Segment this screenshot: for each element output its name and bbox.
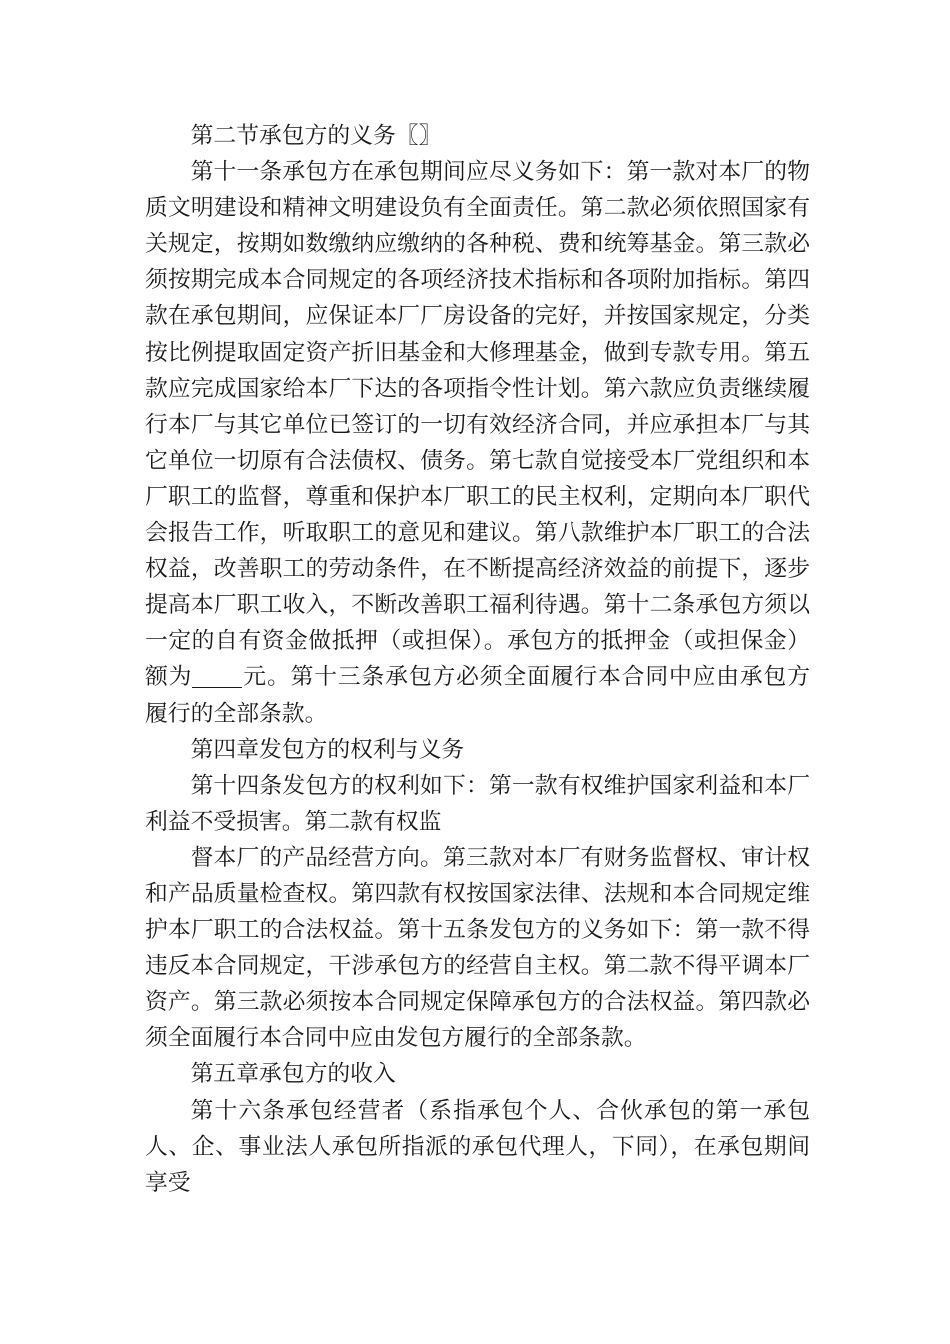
chapter-4-heading: 第四章发包方的权利与义务 (190, 736, 465, 763)
deposit-amount-blank (192, 664, 242, 688)
article-13-text: 元。第十三条承包方必须全面履行本合同中应由承包方履行的全部条款。 (145, 664, 811, 727)
article-14-continued-paragraph: 督本厂的产品经营方向。第三款对本厂有财务监督权、审计权和产品质量检查权。第四款有权按国家法律、法规和本合同规定维护本厂职工的合法权益。第十五条发包方的义务如下：第一款不得违反本合同规定，干涉承包方的经营自主权。第二款不得平调本厂资产。第三款必须按本合同规定保障承包方的合法权益。第四款必须全面履行本合同中应由发包方履行的全部条款。 (145, 844, 810, 1052)
chapter-5-heading: 第五章承包方的收入 (190, 1061, 396, 1088)
article-11-text: 第十一条承包方在承包期间应尽义务如下：第一款对本厂的物质文明建设和精神文明建设负有全面责任。第二款必须依照国家有关规定，按期如数缴纳应缴纳的各种税、费和统筹基金。第三款必须按期完成本合同规定的各项经济技术指标和各项附加指标。第四款在承包期间，应保证本厂厂房设备的完好，并按国家规定，分类按比例提取固定资产折旧基金和大修理基金，做到专款专用。第五款应完成国家给本厂下达的各项指令性计划。第六款应负责继续履行本厂与其它单位已签订的一切有效经济合同，并应承担本厂与其它单位一切原有合法债权、债务。第七款自觉接受本厂党组织和本厂职工的监督，尊重和保护本厂职工的民主权利，定期向本厂职代会报告工作，听取职工的意见和建议。第八款维护本厂职工的合法权益，改善职工的劳动条件，在不断提高经济效益的前提下，逐步提高本厂职工收入，不断改善职工福利待遇。第十二条承包方须以一定的自有资金做抵押（或担保）。承包方的抵押金（或担保金）额为 (145, 159, 810, 691)
article-14-paragraph: 第十四条发包方的权利如下：第一款有权维护国家利益和本厂利益不受损害。第二款有权监 (145, 772, 810, 835)
section-heading: 第二节承包方的义务〖〗 (190, 123, 442, 149)
document-page (145, 118, 810, 1201)
article-11-paragraph (145, 154, 810, 732)
article-16-paragraph: 第十六条承包经营者（系指承包个人、合伙承包的第一承包人、企、事业法人承包所指派的承包代理人，下同），在承包期间享受 (145, 1097, 810, 1196)
